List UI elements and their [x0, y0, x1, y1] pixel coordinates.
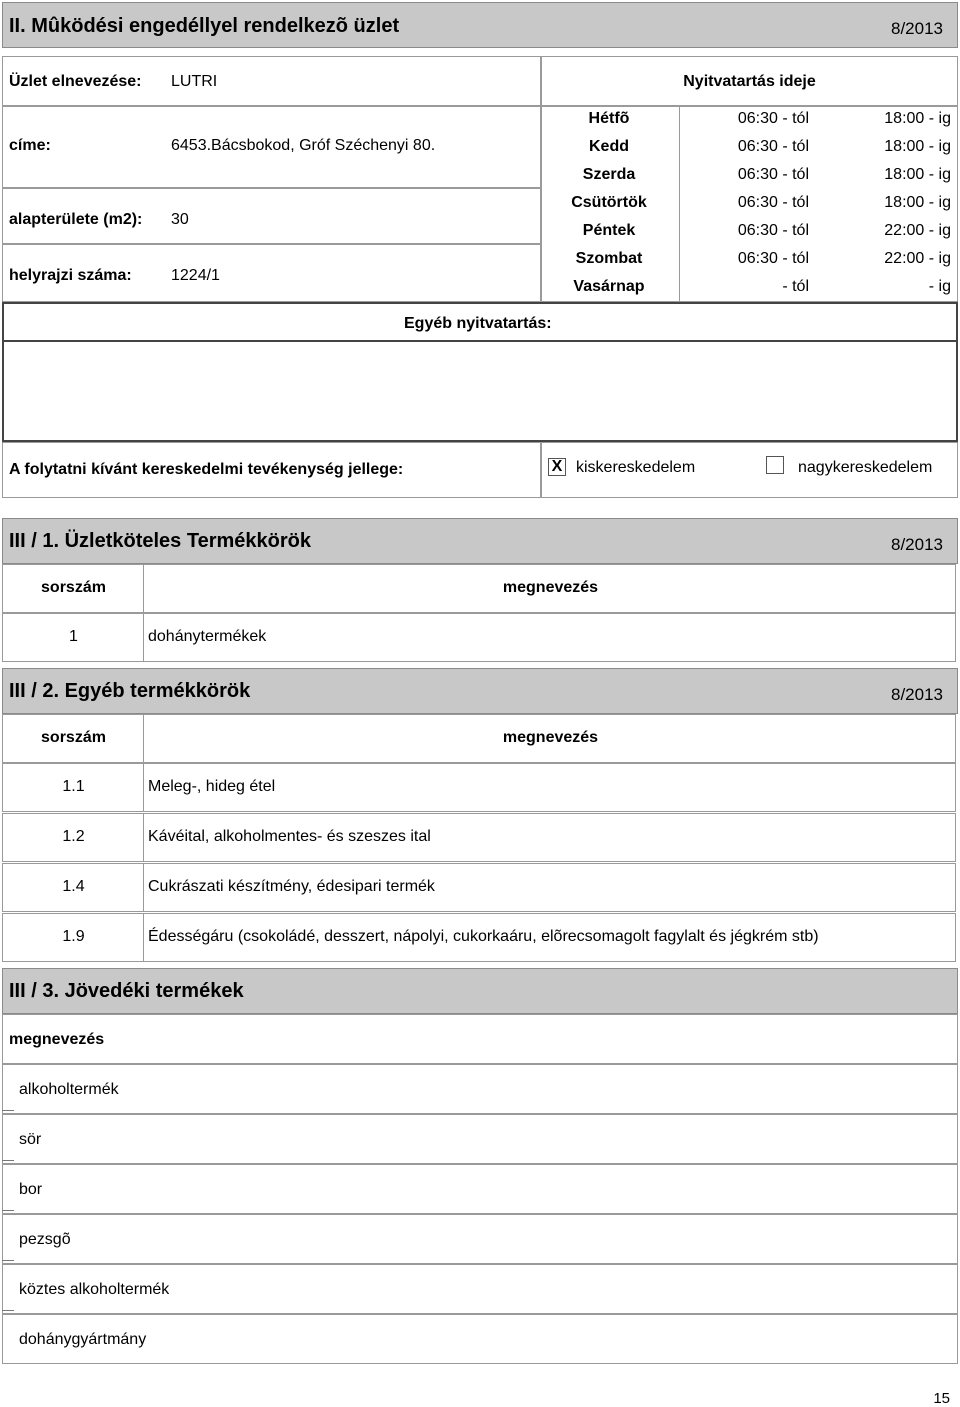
- shop-area-label: alapterülete (m2):: [9, 211, 143, 228]
- section-3-3-column-header: [2, 1014, 958, 1064]
- hours-row-monday: [541, 106, 957, 134]
- page-number: 15: [933, 1390, 950, 1407]
- row-number: 1.9: [62, 928, 85, 945]
- row-name: Meleg-, hideg étel: [148, 778, 276, 795]
- row-marker: [2, 1160, 14, 1161]
- section-3-2-date: 8/2013: [891, 685, 943, 704]
- opening-hours-title: Nyitvatartás ideje: [683, 73, 816, 90]
- col-sorszam: sorszám: [41, 579, 106, 596]
- col-megnevezes: megnevezés: [9, 1031, 105, 1048]
- excise-item-name: köztes alkoholtermék: [19, 1281, 170, 1298]
- hours-from: - tól: [782, 278, 809, 295]
- shop-parcel-row: [2, 244, 541, 302]
- hours-to: 18:00 - ig: [884, 110, 951, 127]
- hours-day: Csütörtök: [571, 194, 647, 211]
- section-3-1-header: [2, 518, 958, 564]
- hours-row-sunday: [541, 274, 957, 302]
- activity-label: A folytatni kívánt kereskedelmi tevékenység jellege:: [9, 461, 404, 478]
- retail-checkbox[interactable]: X: [548, 458, 566, 476]
- row-marker: [2, 1310, 14, 1311]
- row-number: 1.4: [62, 878, 85, 895]
- hours-day: Hétfõ: [588, 110, 630, 127]
- wholesale-checkbox[interactable]: [766, 456, 784, 474]
- section-3-3-title: III / 3. Jövedéki termékek: [9, 980, 244, 1002]
- table-row: [2, 863, 956, 912]
- section-3-2-column-header: [2, 714, 956, 763]
- hours-row-friday: [541, 218, 957, 246]
- hours-row-saturday: [541, 246, 957, 274]
- row-name: Kávéital, alkoholmentes- és szeszes ital: [148, 828, 431, 845]
- list-item: [2, 1314, 958, 1364]
- hours-from: 06:30 - tól: [737, 250, 809, 267]
- row-number: 1.2: [62, 828, 85, 845]
- excise-item-name: sör: [19, 1131, 42, 1148]
- hours-to: 18:00 - ig: [884, 138, 951, 155]
- activity-row: [2, 442, 541, 498]
- section-2-title: II. Mûködési engedéllyel rendelkezõ üzlet: [9, 15, 400, 37]
- wholesale-label: nagykereskedelem: [798, 459, 933, 476]
- shop-parcel-value: 1224/1: [171, 267, 220, 284]
- list-item: [2, 1164, 958, 1214]
- hours-from: 06:30 - tól: [737, 166, 809, 183]
- section-3-1-column-header: [2, 564, 956, 613]
- hours-to: 22:00 - ig: [884, 250, 951, 267]
- row-number: 1.1: [62, 778, 85, 795]
- hours-day: Péntek: [582, 222, 636, 239]
- hours-day: Szerda: [582, 166, 636, 183]
- excise-item-name: dohánygyártmány: [19, 1331, 147, 1348]
- list-item: [2, 1214, 958, 1264]
- other-hours-box: [2, 342, 958, 442]
- row-name: Édességáru (csokoládé, desszert, nápolyi, cukorkaáru, elõrecsomagolt fagylalt és jégkrém stb): [148, 928, 819, 945]
- retail-label: kiskereskedelem: [576, 459, 696, 476]
- row-number: 1: [69, 628, 78, 645]
- col-megnevezes: megnevezés: [502, 579, 599, 596]
- section-2-header: [2, 2, 958, 48]
- opening-hours-header: [541, 56, 958, 106]
- hours-row-tuesday: [541, 134, 957, 162]
- table-row: [2, 813, 956, 862]
- hours-to: 22:00 - ig: [884, 222, 951, 239]
- col-megnevezes: megnevezés: [502, 729, 599, 746]
- section-3-2-header: [2, 668, 958, 714]
- hours-from: 06:30 - tól: [737, 110, 809, 127]
- hours-day: Szombat: [575, 250, 643, 267]
- hours-row-wednesday: [541, 162, 957, 190]
- hours-from: 06:30 - tól: [737, 194, 809, 211]
- hours-from: 06:30 - tól: [737, 222, 809, 239]
- section-3-1-date: 8/2013: [891, 535, 943, 554]
- other-hours-label: Egyéb nyitvatartás:: [404, 315, 552, 332]
- activity-options: [541, 442, 958, 498]
- shop-area-value: 30: [171, 211, 189, 228]
- row-name: dohánytermékek: [148, 628, 267, 645]
- hours-row-thursday: [541, 190, 957, 218]
- row-marker: [2, 1260, 14, 1261]
- row-marker: [2, 1210, 14, 1211]
- shop-address-row: [2, 106, 541, 188]
- col-sorszam: sorszám: [41, 729, 106, 746]
- shop-parcel-label: helyrajzi száma:: [9, 267, 132, 284]
- row-name: Cukrászati készítmény, édesipari termék: [148, 878, 435, 895]
- hours-to: 18:00 - ig: [884, 194, 951, 211]
- row-marker: [2, 1110, 14, 1111]
- shop-name-label: Üzlet elnevezése:: [9, 73, 142, 90]
- excise-item-name: bor: [19, 1181, 43, 1198]
- excise-item-name: alkoholtermék: [19, 1081, 119, 1098]
- excise-item-name: pezsgõ: [19, 1231, 71, 1248]
- list-item: [2, 1064, 958, 1114]
- shop-area-row: [2, 188, 541, 244]
- shop-name-value: LUTRI: [171, 73, 218, 90]
- table-row: [2, 613, 956, 662]
- shop-address-label: címe:: [9, 137, 51, 154]
- list-item: [2, 1264, 958, 1314]
- section-3-2-title: III / 2. Egyéb termékkörök: [9, 680, 251, 702]
- section-3-1-title: III / 1. Üzletköteles Termékkörök: [9, 530, 311, 552]
- hours-to: - ig: [928, 278, 951, 295]
- section-3-3-header: [2, 968, 958, 1014]
- list-item: [2, 1114, 958, 1164]
- other-hours-label-row: [2, 302, 958, 342]
- section-2-date: 8/2013: [891, 19, 943, 38]
- table-row: [2, 763, 956, 812]
- hours-to: 18:00 - ig: [884, 166, 951, 183]
- hours-from: 06:30 - tól: [737, 138, 809, 155]
- shop-address-value: 6453.Bácsbokod, Gróf Széchenyi 80.: [171, 137, 436, 154]
- table-row: [2, 913, 956, 962]
- hours-day: Kedd: [589, 138, 629, 155]
- hours-day: Vasárnap: [573, 278, 645, 295]
- shop-name-row: [2, 56, 541, 106]
